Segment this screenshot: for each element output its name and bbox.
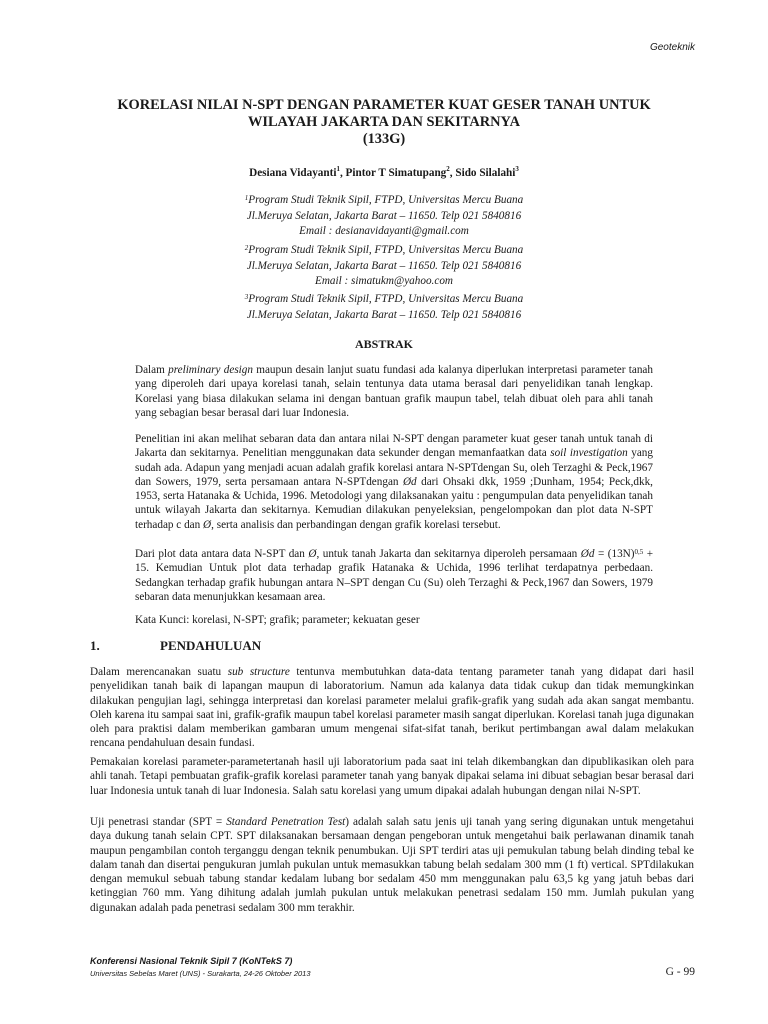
text-run: Dalam merencanakan suatu [90, 666, 228, 678]
italic-symbol: Ød [580, 548, 595, 560]
italic-symbol: Ø [308, 548, 317, 560]
text-run: ) adalah salah satu jenis uji tanah yang sering digunakan untuk mengetahui daya dukung tanah selain CPT. SPT dilaksanakan bersamaan dengan pengeboran untuk mengetahui baik perlawanan dinamik tanah maupun pengambilan contoh terganggu dengan teknik penumbukan. Uji SPT terdiri atas uji pemukulan tabung belah dinding tebal ke dalam tanah dan disertai pengukuran jumlah pukulan untuk memasukkan tabung belah sedalam 300 mm (1 ft) vertical. SPTdilakukan dengan memukul sebuah tabung standar kedalam lubang bor sedalam 450 mm menggunakan palu 63,5 kg yang jatuh bebas dari ketinggian 760 mm. Yang dihitung adalah jumlah pukulan untuk melakukan penetrasi sedalam 150 mm. Jumlah pukulan yang digunakan adalah pada penetrasi sedalam 300 mm terakhir. [90, 816, 694, 914]
title-code: (133G) [362, 131, 406, 147]
text-run: , serta analisis dan perbandingan dengan grafik korelasi tersebut. [211, 518, 501, 531]
section-number: 1. [90, 638, 100, 653]
italic-term: soil investigation [550, 447, 628, 460]
affiliation-mark: 2 [244, 244, 249, 252]
affiliation-mark: 1 [244, 194, 249, 202]
affiliation-mark: 3 [244, 293, 249, 301]
affiliation-line: Jl.Meruya Selatan, Jakarta Barat – 11650. Telp 021 5840816 [246, 308, 522, 321]
section-title: PENDAHULUAN [160, 638, 262, 653]
author-list: Desiana Vidayanti$^1$, Pintor T Simatupang$^2$, Sido Silalahi$^3$ [249, 165, 519, 179]
abstract-paragraph-3 [135, 547, 653, 604]
text-run: maupun desain lanjut suatu fundasi ada kalanya diperlukan interpretasi parameter tanah yang diperoleh dari upaya korelasi tanah, selain tentunya data utama berasal dari penyelidikan tanah lengkap. Korelasi yang biasa dilakukan selama ini dengan bantuan grafik maupun tabel, telah dibuat oleh para ahli tanah yang sebagian besar berasal dari luar Indonesia. [135, 364, 653, 419]
affiliation-line: Program Studi Teknik Sipil, FTPD, Universitas Mercu Buana [248, 293, 524, 305]
text-run: dari Ohsaki dkk, 1959 ;Dunham, 1954; Peck,dkk, 1953, serta Hatanaka & Uchida, 1996. Metodologi yang dilaksanakan yaitu : pengumpulan data penyelidikan tanah untuk wilayah Jakarta dan sekitarnya. Kemudian dilakukan penyeleksian, pengelompokan dan plot data N-SPT terhadap c dan [135, 475, 653, 531]
body-paragraph-2: Pemakaian korelasi parameter-parametertanah hasil uji laboratorium pada saat ini telah dikembangkan dan dipublikasikan oleh para ahli tanah. Tetapi pembuatan grafik-grafik korelasi parameter tanah yang banyak dipakai selama ini dibuat sebagian besar berasal dari luar Indonesia untuk tanah di luar Indonesia. Salah satu korelasi yang umum dipakai adalah hubungan dengan nilai N-SPT. [90, 756, 694, 797]
affiliation-email: Email : simatukm@yahoo.com [315, 275, 453, 287]
affiliation-line: Jl.Meruya Selatan, Jakarta Barat – 11650. Telp 021 5840816 [246, 259, 522, 272]
affiliation-line: Program Studi Teknik Sipil, FTPD, Universitas Mercu Buana [248, 194, 524, 206]
running-header: Geoteknik [649, 42, 695, 53]
section-heading [90, 638, 261, 654]
affiliation-3 [60, 292, 708, 323]
keywords: Kata Kunci: korelasi, N-SPT; grafik; parameter; kekuatan geser [135, 614, 420, 626]
text-run: tentunva membutuhkan data-data tentang parameter tanah yang didapat dari hasil penyelidikan tanah baik di lapangan maupun di laboratorium. Namun ada kalanya data tidak cukup dan tidak memungkinkan dilakukan pengujian lagi, sehingga interpretasi dan korelasi parameter melalui grafik-grafik yang sudah ada akan sangat membantu. Oleh karena itu sampai saat ini, grafik-grafik maupun tabel korelasi parameter masih sangat diperlukan. Korelasi tanah juga digunakan oleh para praktisi dalam memberikan gambaran umum mengenai sifat-sifat tanah, berikut pertimbangan awal dalam melakukan rencana pendahuluan desain fundasi. [90, 666, 694, 750]
footer-venue: Universitas Sebelas Maret (UNS) - Surakarta, 24-26 Oktober 2013 [90, 969, 311, 978]
italic-symbol: Ød [402, 475, 417, 488]
abstract-paragraph-1 [135, 363, 653, 420]
italic-term: sub structure [227, 666, 290, 678]
title-line-2: WILAYAH JAKARTA DAN SEKITARNYA [247, 114, 521, 130]
text-run: Penelitian ini akan melihat sebaran data dan antara nilai N-SPT dengan parameter kuat geser tanah untuk tanah di Jakarta dan sekitarnya. Penelitian menggunakan data sekunder dengan memanfaatkan data [135, 433, 653, 460]
footer-conference: Konferensi Nasional Teknik Sipil 7 (KoNTekS 7) [90, 956, 293, 966]
page-number: G - 99 [665, 966, 695, 978]
author-name: Sido Silalahi [455, 167, 516, 179]
body-paragraph-3 [90, 815, 694, 915]
author-mark: 2 [446, 165, 450, 173]
italic-term: Standard Penetration Test [226, 816, 346, 828]
text-run: = (13N) [594, 548, 635, 560]
affiliation-line: Jl.Meruya Selatan, Jakarta Barat – 11650. Telp 021 5840816 [246, 209, 522, 222]
affiliation-2 [60, 243, 708, 290]
author-mark: 1 [336, 165, 340, 173]
text-run: yang sudah ada. Adapun yang menjadi acuan adalah grafik korelasi antara N-SPTdengan Su, oleh Terzaghi & Peck,1967 dan Sowers, 1979, serta persamaan antara N-SPTdengan [135, 447, 653, 488]
text-run: Dari plot data antara data N-SPT dan [135, 548, 309, 560]
text-run: , untuk tanah Jakarta dan sekitarnya diperoleh persamaan [316, 548, 581, 560]
abstract-paragraph-2 [135, 432, 653, 532]
text-run: + 15. Kemudian Untuk plot data terhadap grafik Hatanaka & Uchida, 1996 terlihat terdapatnya perbedaan. Sedangkan terhadap grafik hubungan antara N–SPT dengan Cu (Su) oleh Terzaghi & Peck,1967 dan Sowers, 1979 sebaran data menunjukkan kesamaan area. [135, 548, 654, 603]
author-mark: 3 [515, 165, 519, 173]
italic-symbol: Ø [203, 518, 212, 531]
text-run: Dalam [135, 364, 169, 376]
affiliation-1 [60, 193, 708, 240]
author-name: Pintor T Simatupang [345, 167, 447, 179]
author-name: Desiana Vidayanti [249, 167, 337, 179]
text-run: Uji penetrasi standar (SPT = [90, 816, 227, 828]
italic-term: preliminary design [168, 364, 253, 376]
title-line-1: KORELASI NILAI N-SPT DENGAN PARAMETER KUAT GESER TANAH UNTUK [117, 97, 651, 113]
body-paragraph-1 [90, 665, 694, 751]
affiliation-line: Program Studi Teknik Sipil, FTPD, Universitas Mercu Buana [248, 244, 524, 256]
affiliation-email: Email : desianavidayanti@gmail.com [299, 225, 469, 237]
exponent: 0,5 [634, 548, 644, 556]
paper-title [60, 97, 708, 148]
abstract-heading: ABSTRAK [354, 337, 413, 351]
